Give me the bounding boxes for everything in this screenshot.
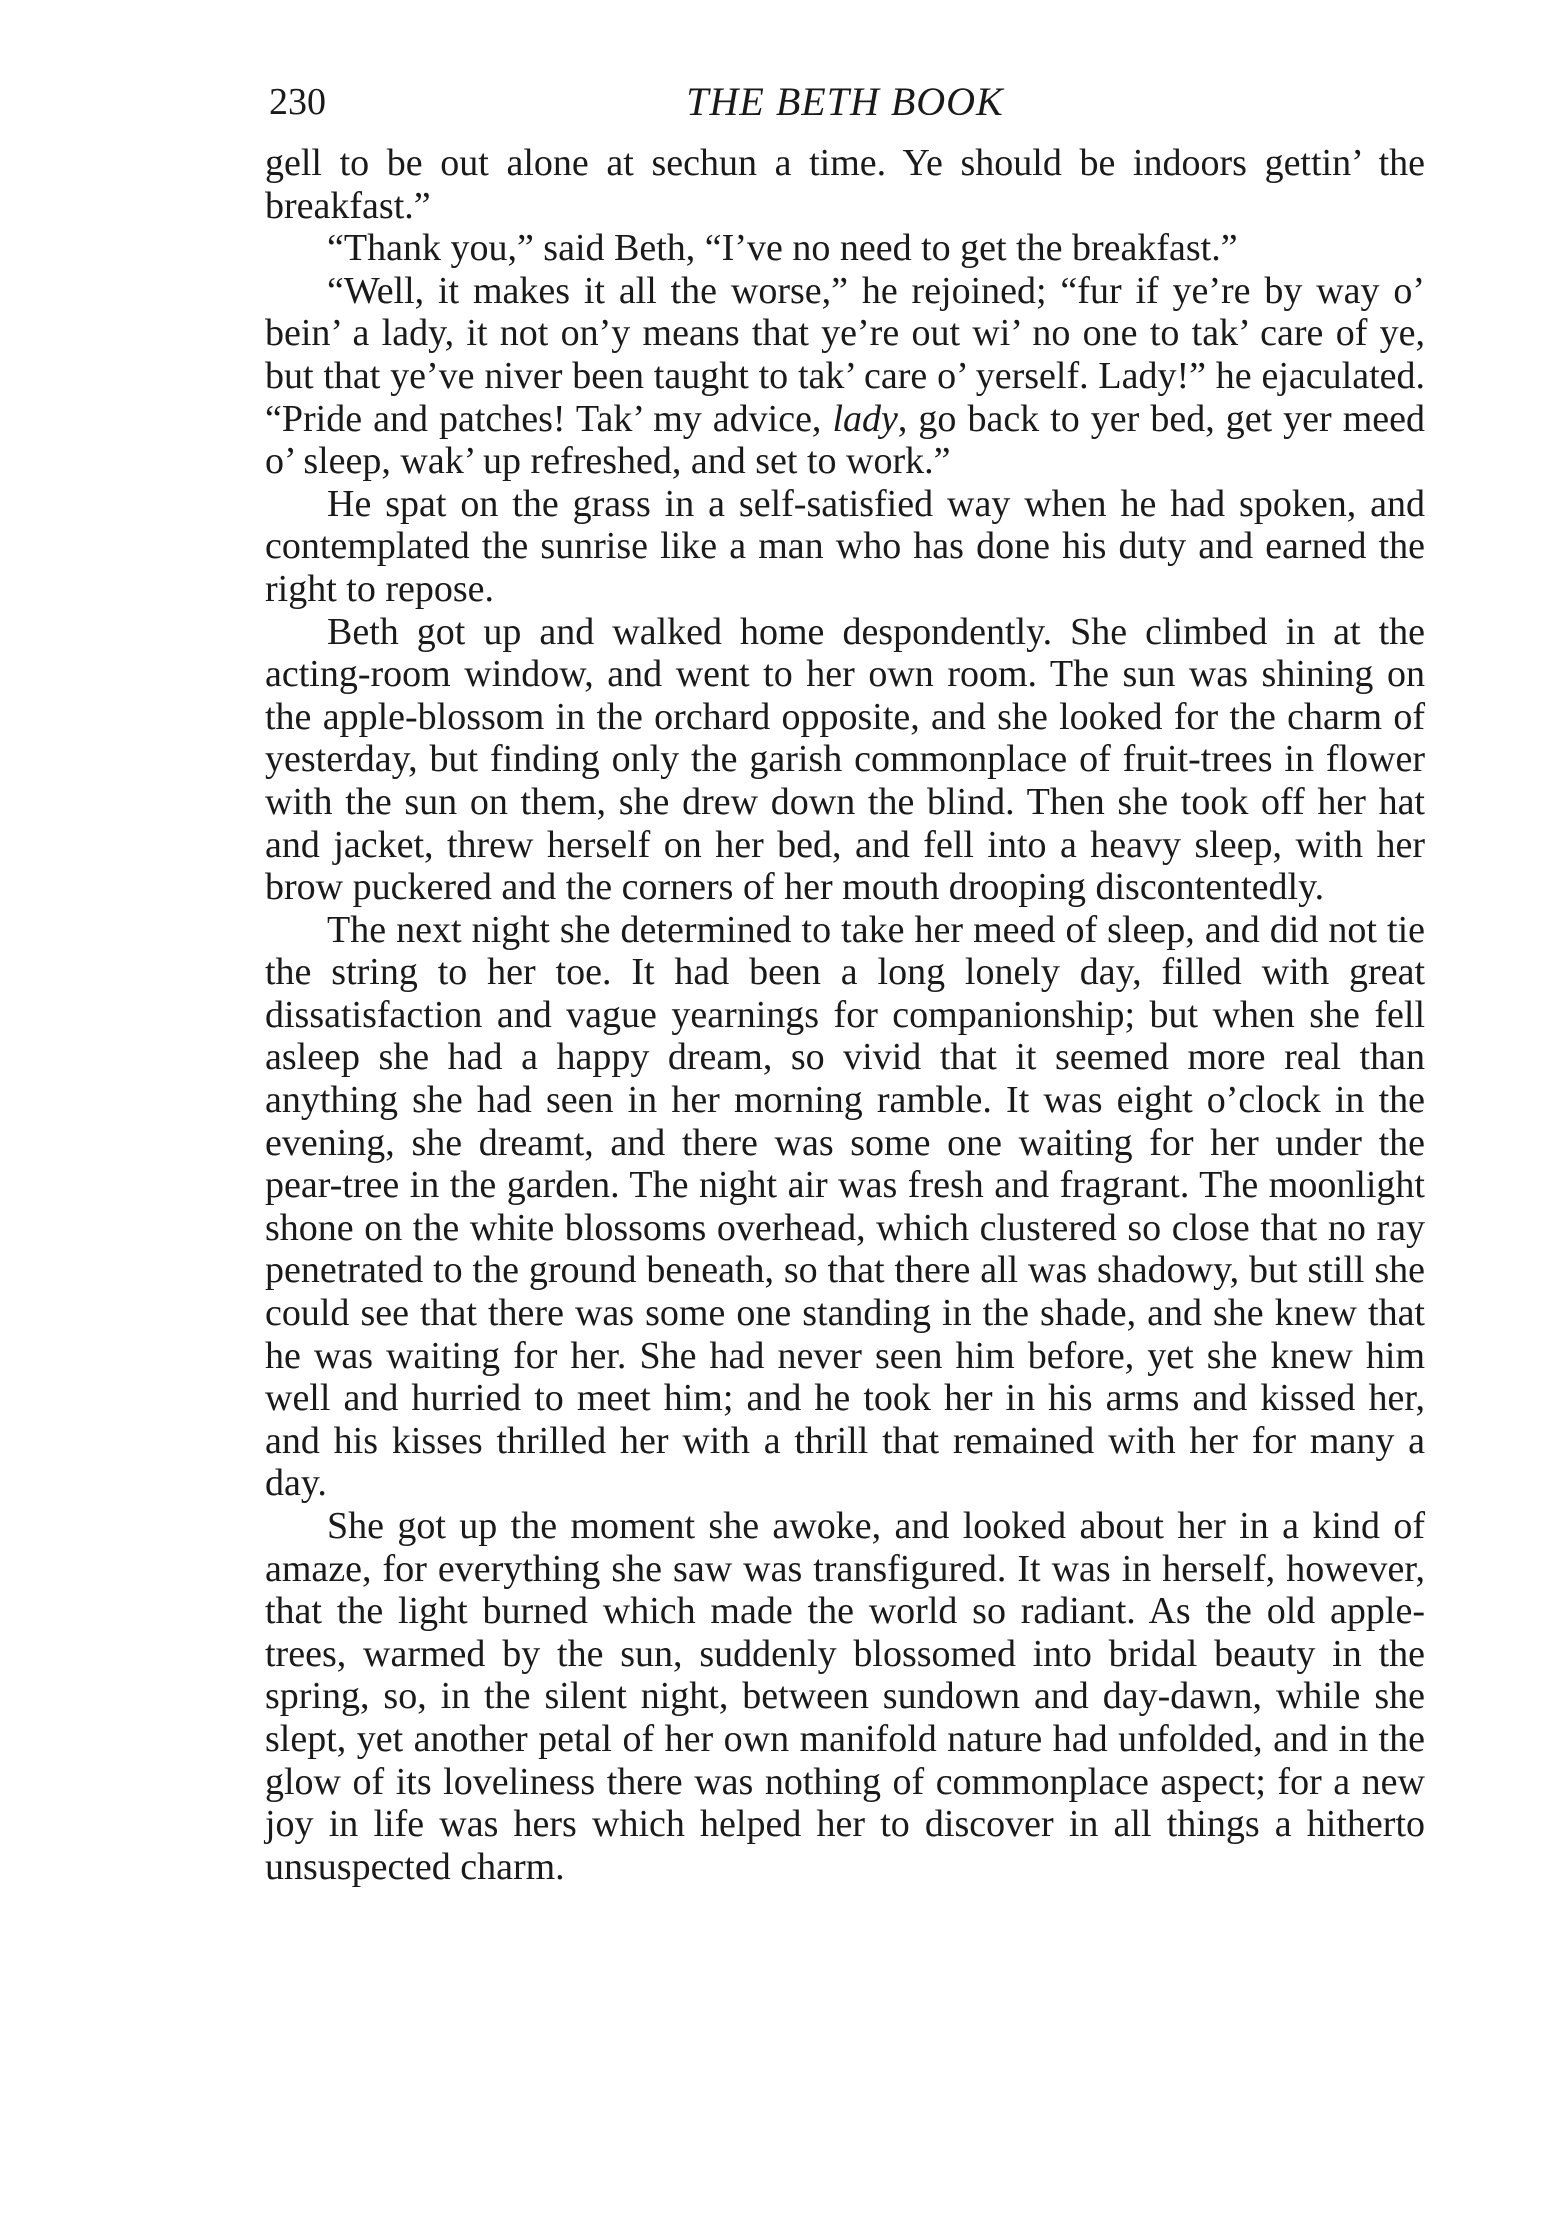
page-number: 230 xyxy=(269,81,326,123)
paragraph-3-part-1: “Well, it makes it all the worse,” he rejoined; “fur if ye’re by way o’ bein’ a lady, it not on’y means that ye’re out wi’ no one to tak’ care of ye, but that ye’ve niver been taught to tak’ care o’ yerself. Lady!” he ejaculated. “Pride and patches! Tak’ my advice, xyxy=(265,269,1425,440)
book-page xyxy=(265,78,1425,1888)
paragraph-7: She got up the moment she awoke, and looked about her in a kind of amaze, for everything she saw was transfigured. It was in herself, however, that the light burned which made the world so radiant. As the old apple-trees, warmed by the sun, suddenly blossomed into bridal beauty in the spring, so, in the silent night, between sundown and day-dawn, while she slept, yet another petal of her own manifold nature had unfolded, and in the glow of its loveliness there was nothing of commonplace aspect; for a new joy in life was hers which helped her to discover in all things a hitherto unsuspected charm. xyxy=(265,1505,1425,1888)
running-title: THE BETH BOOK xyxy=(686,79,1004,124)
body-text xyxy=(265,142,1425,1888)
paragraph-1: gell to be out alone at sechun a time. Ye should be indoors gettin’ the breakfast.” xyxy=(265,142,1425,227)
paragraph-4: He spat on the grass in a self-satisfied way when he had spoken, and contemplated the sunrise like a man who has done his duty and earned the right to repose. xyxy=(265,482,1425,610)
running-head xyxy=(265,78,1425,142)
paragraph-3 xyxy=(265,270,1425,483)
paragraph-3-part-2: , go back to yer bed, get yer meed o’ sleep, wak’ up refreshed, and set to work.” xyxy=(265,397,1425,483)
paragraph-5: Beth got up and walked home despondently. She climbed in at the acting-room window, and went to her own room. The sun was shining on the apple-blossom in the orchard opposite, and she looked for the charm of yesterday, but finding only the garish commonplace of fruit-trees in flower with the sun on them, she drew down the blind. Then she took off her hat and jacket, threw herself on her bed, and fell into a heavy sleep, with her brow puckered and the corners of her mouth drooping discontentedly. xyxy=(265,610,1425,909)
paragraph-2: “Thank you,” said Beth, “I’ve no need to get the breakfast.” xyxy=(327,227,1238,270)
paragraph-6: The next night she determined to take her meed of sleep, and did not tie the string to her toe. It had been a long lonely day, filled with great dissatisfaction and vague yearnings for companionship; but when she fell asleep she had a happy dream, so vivid that it seemed more real than anything she had seen in her morning ramble. It was eight o’clock in the evening, she dreamt, and there was some one waiting for her under the pear-tree in the garden. The night air was fresh and fragrant. The moonlight shone on the white blossoms overhead, which clustered so close that no ray penetrated to the ground beneath, so that there all was shadowy, but still she could see that there was some one standing in the shade, and she knew that he was waiting for her. She had never seen him before, yet she knew him well and hurried to meet him; and he took her in his arms and kissed her, and his kisses thrilled her with a thrill that remained with her for many a day. xyxy=(265,908,1425,1505)
emphasis-lady: lady xyxy=(832,397,898,440)
